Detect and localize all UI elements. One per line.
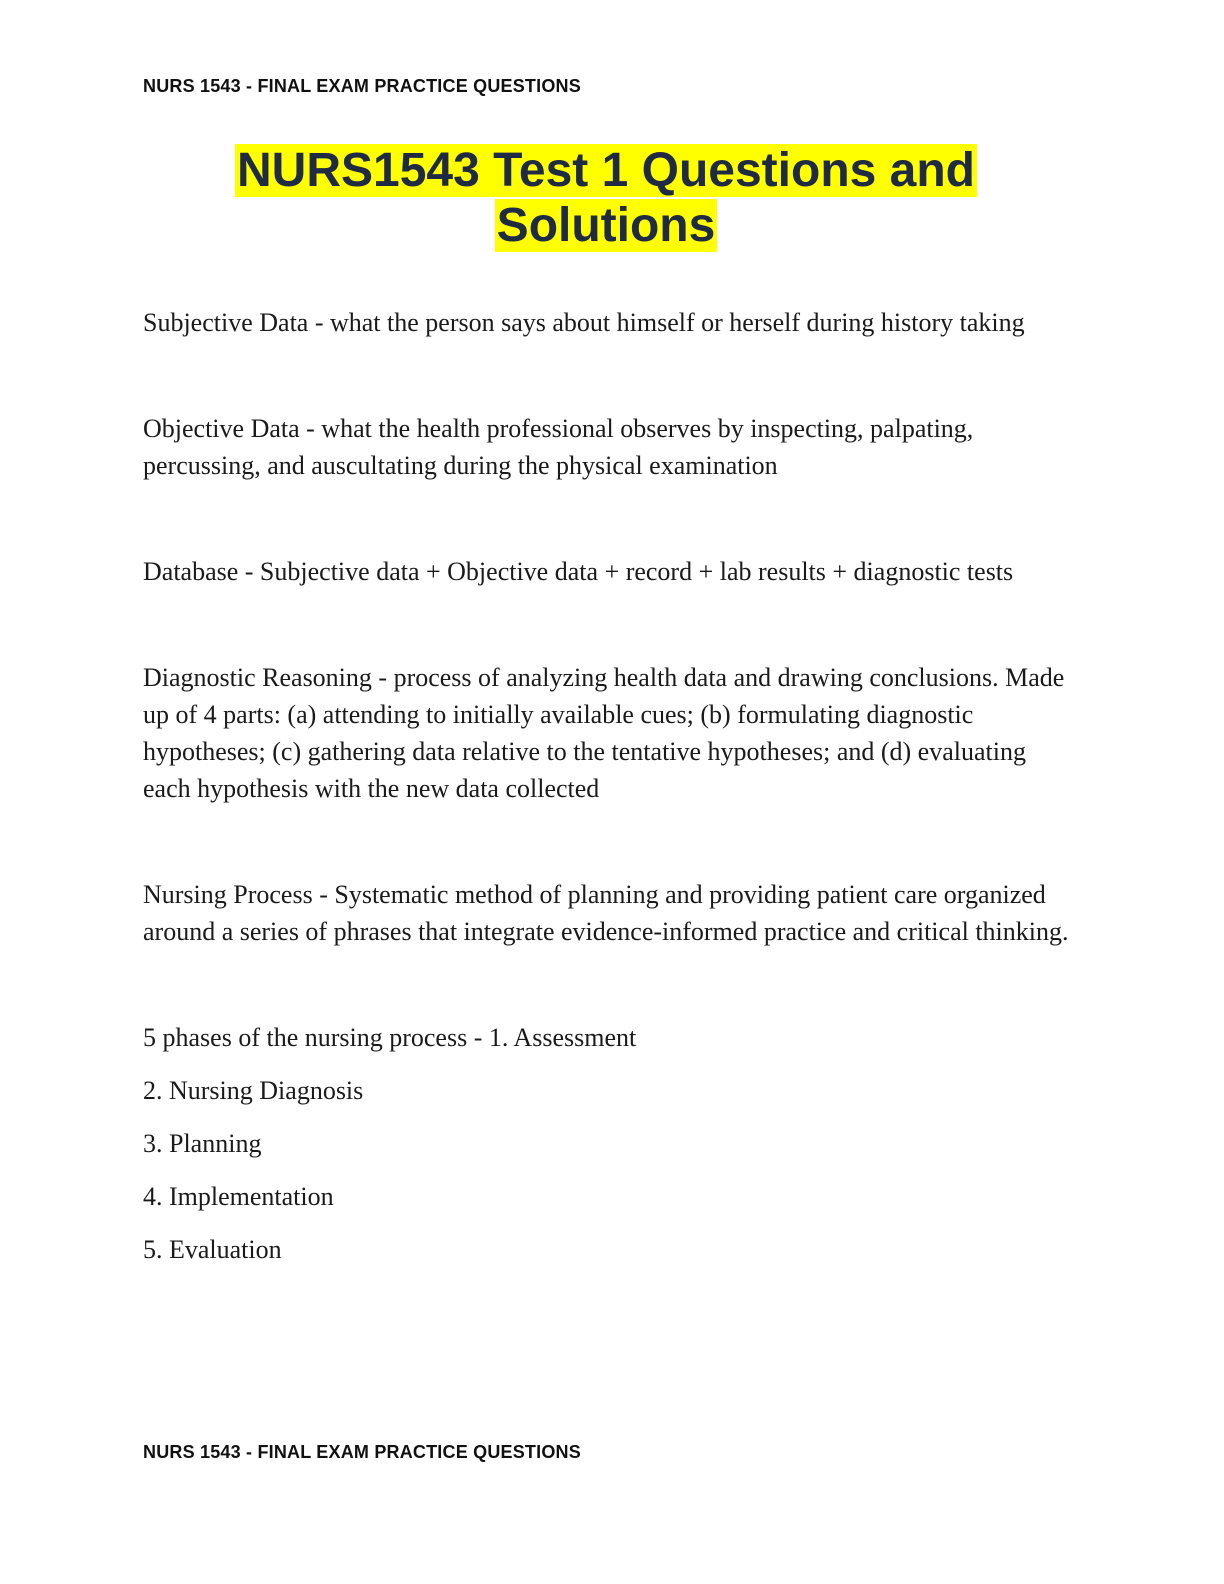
phase-item: 2. Nursing Diagnosis: [143, 1076, 364, 1105]
entry-diagnostic-reasoning: Diagnostic Reasoning - process of analyzing health data and drawing conclusions. Made up of 4 parts: (a) attending to initially available cues; (b) formulating diagnostic hypotheses; (c) gathering data relative to the tentative hypotheses; and (d) evaluating each hypothesis with the new data collected: [143, 663, 1065, 803]
title-line-2: Solutions: [496, 199, 716, 252]
page-footer: NURS 1543 - FINAL EXAM PRACTICE QUESTIONS: [143, 1442, 581, 1462]
document-title: [0, 143, 1212, 253]
phase-item: 4. Implementation: [143, 1182, 334, 1211]
page-header: NURS 1543 - FINAL EXAM PRACTICE QUESTIONS: [143, 76, 581, 96]
phase-item: 5. Evaluation: [143, 1235, 282, 1264]
entry-objective-data: Objective Data - what the health professional observes by inspecting, palpating, percussing, and auscultating during the physical examination: [143, 414, 974, 480]
title-line-1: NURS1543 Test 1 Questions and: [237, 144, 975, 197]
phases-list: [143, 1019, 1073, 1268]
document-body: [143, 304, 1073, 1268]
entry-nursing-process: Nursing Process - Systematic method of planning and providing patient care organized around a series of phrases that integrate evidence-informed practice and critical thinking.: [143, 880, 1069, 946]
entry-subjective-data: Subjective Data - what the person says about himself or herself during history taking: [143, 308, 1025, 337]
phase-item: 3. Planning: [143, 1129, 262, 1158]
phase-item: 5 phases of the nursing process - 1. Assessment: [143, 1023, 637, 1052]
entry-database: Database - Subjective data + Objective data + record + lab results + diagnostic tests: [143, 557, 1014, 586]
